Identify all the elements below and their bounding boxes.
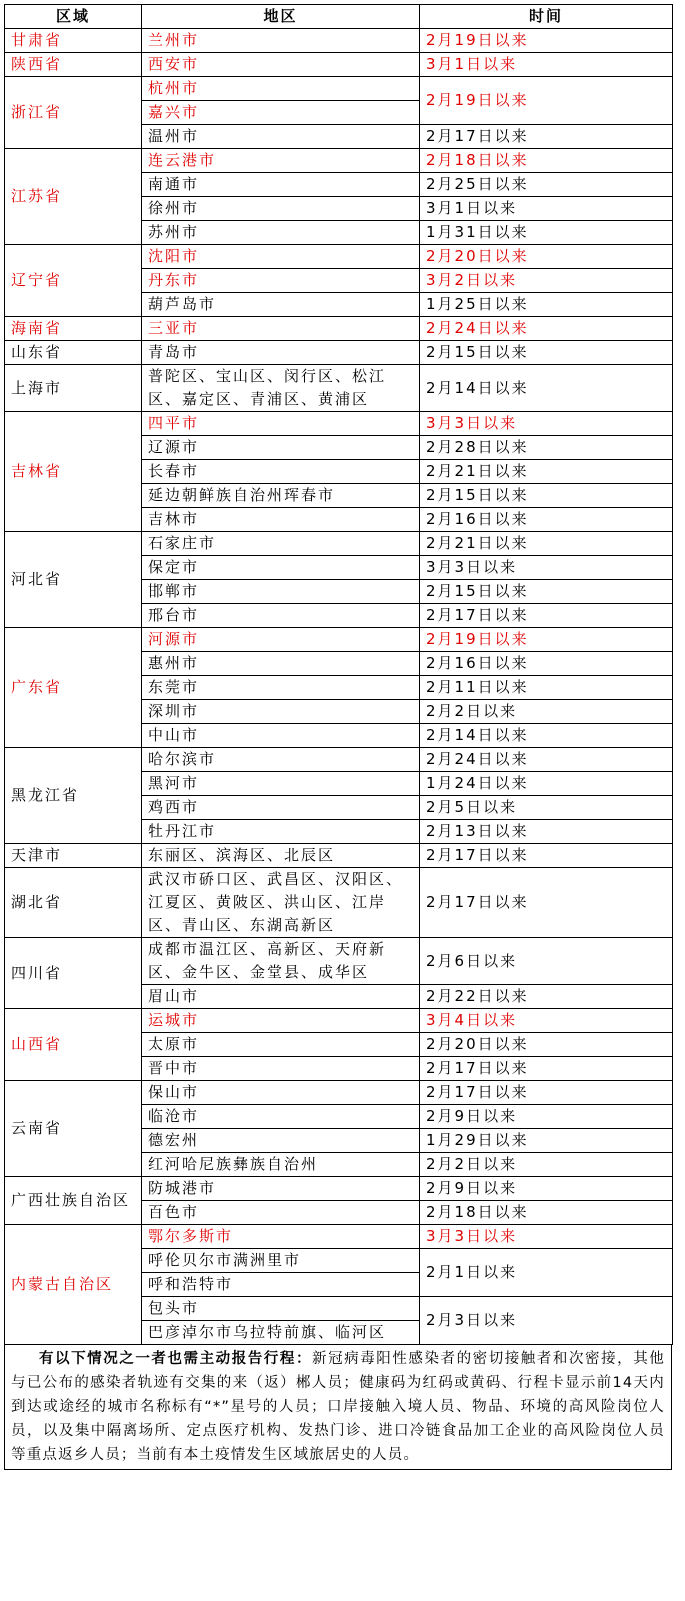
region-cell: 山西省 — [5, 1009, 142, 1081]
time-cell: 2月25日以来 — [420, 173, 673, 197]
area-cell: 武汉市硚口区、武昌区、汉阳区、江夏区、黄陂区、洪山区、江岸区、青山区、东湖高新区 — [142, 868, 420, 938]
table-row — [5, 1009, 673, 1033]
area-cell: 眉山市 — [142, 985, 420, 1009]
time-cell: 2月24日以来 — [420, 748, 673, 772]
time-cell: 2月18日以来 — [420, 1201, 673, 1225]
time-cell: 2月3日以来 — [420, 1297, 673, 1345]
area-cell: 鸡西市 — [142, 796, 420, 820]
area-cell: 鄂尔多斯市 — [142, 1225, 420, 1249]
table-row — [5, 341, 673, 365]
area-cell: 青岛市 — [142, 341, 420, 365]
time-cell: 1月24日以来 — [420, 772, 673, 796]
region-cell: 江苏省 — [5, 149, 142, 245]
area-cell: 太原市 — [142, 1033, 420, 1057]
area-cell: 晋中市 — [142, 1057, 420, 1081]
table-row — [5, 29, 673, 53]
area-cell: 临沧市 — [142, 1105, 420, 1129]
region-cell: 浙江省 — [5, 77, 142, 149]
time-cell: 2月17日以来 — [420, 868, 673, 938]
note-body: 新冠病毒阳性感染者的密切接触者和次密接，其他与已公布的感染者轨迹有交集的来（返）郴人员；健康码为红码或黄码、行程卡显示前14天内到达或途经的城市名称标有“*”星号的人员；口岸接触入境人员、物品、环境的高风险岗位人员，以及集中隔离场所、定点医疗机构、发热门诊、进口冷链食品加工企业的高风险岗位人员等重点返乡人员；当前有本土疫情发生区域旅居史的人员。 — [11, 1351, 665, 1463]
time-cell: 2月2日以来 — [420, 1153, 673, 1177]
area-cell: 邢台市 — [142, 604, 420, 628]
region-cell: 云南省 — [5, 1081, 142, 1177]
time-cell: 1月29日以来 — [420, 1129, 673, 1153]
area-cell: 石家庄市 — [142, 532, 420, 556]
reporting-note — [4, 1344, 672, 1470]
time-cell: 3月4日以来 — [420, 1009, 673, 1033]
area-cell: 东丽区、滨海区、北辰区 — [142, 844, 420, 868]
time-cell: 2月9日以来 — [420, 1177, 673, 1201]
time-cell: 2月14日以来 — [420, 724, 673, 748]
area-cell: 呼和浩特市 — [142, 1273, 420, 1297]
time-cell: 2月1日以来 — [420, 1249, 673, 1297]
table-row — [5, 1081, 673, 1105]
header-time: 时间 — [420, 5, 673, 29]
region-cell: 黑龙江省 — [5, 748, 142, 844]
area-cell: 深圳市 — [142, 700, 420, 724]
area-cell: 三亚市 — [142, 317, 420, 341]
area-cell: 苏州市 — [142, 221, 420, 245]
time-cell: 2月22日以来 — [420, 985, 673, 1009]
area-cell: 沈阳市 — [142, 245, 420, 269]
region-cell: 广西壮族自治区 — [5, 1177, 142, 1225]
table-row — [5, 628, 673, 652]
time-cell: 2月21日以来 — [420, 532, 673, 556]
header-area: 地区 — [142, 5, 420, 29]
time-cell: 1月31日以来 — [420, 221, 673, 245]
time-cell: 2月15日以来 — [420, 341, 673, 365]
time-cell: 2月9日以来 — [420, 1105, 673, 1129]
table-row — [5, 317, 673, 341]
time-cell: 2月6日以来 — [420, 938, 673, 985]
time-cell: 2月15日以来 — [420, 484, 673, 508]
area-cell: 邯郸市 — [142, 580, 420, 604]
time-cell: 2月15日以来 — [420, 580, 673, 604]
area-cell: 巴彦淖尔市乌拉特前旗、临河区 — [142, 1321, 420, 1345]
table-row — [5, 938, 673, 985]
time-cell: 2月16日以来 — [420, 508, 673, 532]
time-cell: 3月3日以来 — [420, 556, 673, 580]
area-cell: 哈尔滨市 — [142, 748, 420, 772]
time-cell: 2月28日以来 — [420, 436, 673, 460]
time-cell: 3月3日以来 — [420, 1225, 673, 1249]
area-cell: 保山市 — [142, 1081, 420, 1105]
table-row — [5, 868, 673, 938]
time-cell: 2月19日以来 — [420, 29, 673, 53]
time-cell: 2月21日以来 — [420, 460, 673, 484]
time-cell: 3月1日以来 — [420, 197, 673, 221]
table-row — [5, 365, 673, 412]
note-lead: 有以下情况之一者也需主动报告行程： — [39, 1351, 313, 1367]
area-cell: 温州市 — [142, 125, 420, 149]
time-cell: 2月17日以来 — [420, 604, 673, 628]
time-cell: 3月3日以来 — [420, 412, 673, 436]
time-cell: 1月25日以来 — [420, 293, 673, 317]
time-cell: 2月14日以来 — [420, 365, 673, 412]
time-cell: 2月18日以来 — [420, 149, 673, 173]
table-body — [5, 29, 673, 1345]
area-cell: 杭州市 — [142, 77, 420, 101]
area-cell: 四平市 — [142, 412, 420, 436]
table-header-row — [5, 5, 673, 29]
time-cell: 2月19日以来 — [420, 628, 673, 652]
region-cell: 天津市 — [5, 844, 142, 868]
time-cell: 2月11日以来 — [420, 676, 673, 700]
area-cell: 兰州市 — [142, 29, 420, 53]
table-row — [5, 532, 673, 556]
area-cell: 徐州市 — [142, 197, 420, 221]
area-cell: 惠州市 — [142, 652, 420, 676]
area-cell: 百色市 — [142, 1201, 420, 1225]
time-cell: 2月5日以来 — [420, 796, 673, 820]
table-row — [5, 748, 673, 772]
risk-area-table — [4, 4, 673, 1345]
area-cell: 西安市 — [142, 53, 420, 77]
area-cell: 防城港市 — [142, 1177, 420, 1201]
table-row — [5, 149, 673, 173]
region-cell: 山东省 — [5, 341, 142, 365]
time-cell: 2月20日以来 — [420, 1033, 673, 1057]
area-cell: 保定市 — [142, 556, 420, 580]
time-cell: 2月13日以来 — [420, 820, 673, 844]
table-row — [5, 1177, 673, 1201]
area-cell: 成都市温江区、高新区、天府新区、金牛区、金堂县、成华区 — [142, 938, 420, 985]
area-cell: 连云港市 — [142, 149, 420, 173]
area-cell: 吉林市 — [142, 508, 420, 532]
time-cell: 2月17日以来 — [420, 125, 673, 149]
area-cell: 呼伦贝尔市满洲里市 — [142, 1249, 420, 1273]
region-cell: 四川省 — [5, 938, 142, 1009]
time-cell: 3月1日以来 — [420, 53, 673, 77]
region-cell: 河北省 — [5, 532, 142, 628]
area-cell: 黑河市 — [142, 772, 420, 796]
region-cell: 甘肃省 — [5, 29, 142, 53]
area-cell: 包头市 — [142, 1297, 420, 1321]
time-cell: 2月24日以来 — [420, 317, 673, 341]
area-cell: 河源市 — [142, 628, 420, 652]
region-cell: 湖北省 — [5, 868, 142, 938]
area-cell: 南通市 — [142, 173, 420, 197]
region-cell: 吉林省 — [5, 412, 142, 532]
area-cell: 东莞市 — [142, 676, 420, 700]
table-row — [5, 1225, 673, 1249]
area-cell: 葫芦岛市 — [142, 293, 420, 317]
time-cell: 3月2日以来 — [420, 269, 673, 293]
area-cell: 红河哈尼族彝族自治州 — [142, 1153, 420, 1177]
area-cell: 普陀区、宝山区、闵行区、松江区、嘉定区、青浦区、黄浦区 — [142, 365, 420, 412]
table-row — [5, 77, 673, 101]
table-row — [5, 412, 673, 436]
area-cell: 德宏州 — [142, 1129, 420, 1153]
header-region: 区域 — [5, 5, 142, 29]
area-cell: 辽源市 — [142, 436, 420, 460]
area-cell: 中山市 — [142, 724, 420, 748]
region-cell: 陕西省 — [5, 53, 142, 77]
region-cell: 上海市 — [5, 365, 142, 412]
time-cell: 2月2日以来 — [420, 700, 673, 724]
area-cell: 长春市 — [142, 460, 420, 484]
table-row — [5, 844, 673, 868]
time-cell: 2月19日以来 — [420, 77, 673, 125]
table-row — [5, 53, 673, 77]
time-cell: 2月17日以来 — [420, 844, 673, 868]
time-cell: 2月20日以来 — [420, 245, 673, 269]
area-cell: 延边朝鲜族自治州珲春市 — [142, 484, 420, 508]
region-cell: 辽宁省 — [5, 245, 142, 317]
region-cell: 广东省 — [5, 628, 142, 748]
region-cell: 海南省 — [5, 317, 142, 341]
time-cell: 2月16日以来 — [420, 652, 673, 676]
time-cell: 2月17日以来 — [420, 1057, 673, 1081]
table-row — [5, 245, 673, 269]
area-cell: 嘉兴市 — [142, 101, 420, 125]
area-cell: 牡丹江市 — [142, 820, 420, 844]
area-cell: 运城市 — [142, 1009, 420, 1033]
region-cell: 内蒙古自治区 — [5, 1225, 142, 1345]
area-cell: 丹东市 — [142, 269, 420, 293]
time-cell: 2月17日以来 — [420, 1081, 673, 1105]
